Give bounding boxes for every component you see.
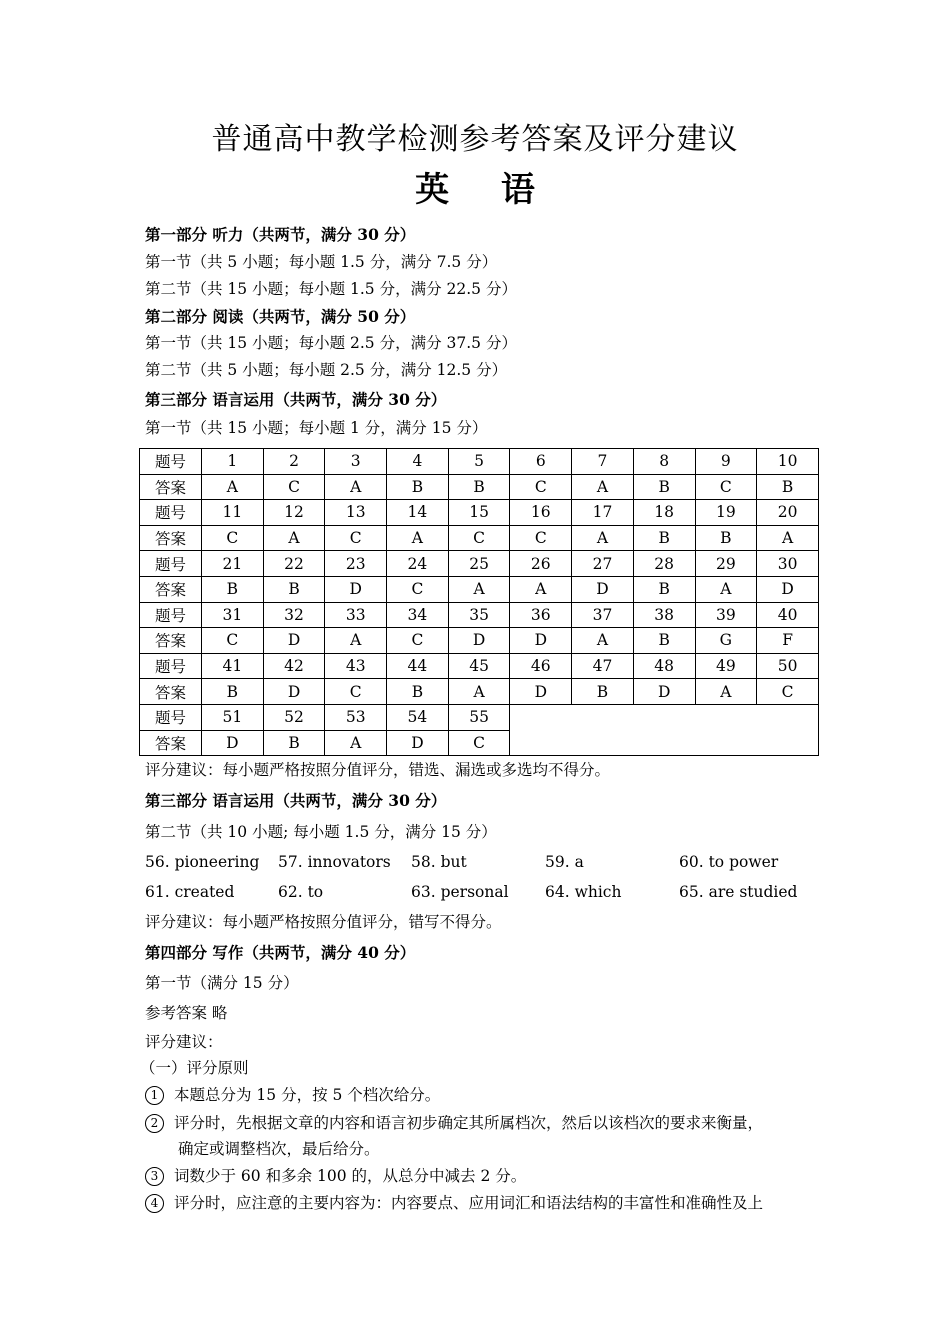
part3-heading: 第三部分 语言运用（共两节，满分 30 分）	[145, 390, 447, 409]
question-number-cell: 54	[387, 704, 449, 730]
scoring-suggestion-label: 评分建议：	[145, 1033, 223, 1051]
answer-cell: D	[633, 679, 695, 705]
question-number-cell: 9	[695, 449, 757, 475]
part2-section1: 第一节（共 15 小题；每小题 2.5 分，满分 37.5 分）	[145, 334, 517, 352]
question-number-label: 题号	[140, 500, 202, 526]
answer-cell: D	[510, 679, 572, 705]
question-number-cell: 33	[325, 602, 387, 628]
question-number-cell: 39	[695, 602, 757, 628]
principle-text: 评分时，先根据文章的内容和语言初步确定其所属档次，然后以该档次的要求来衡量，	[174, 1114, 764, 1132]
answer-label: 答案	[140, 679, 202, 705]
question-number-cell: 44	[387, 653, 449, 679]
part4-heading: 第四部分 写作（共两节，满分 40 分）	[145, 943, 416, 962]
question-number-label: 题号	[140, 551, 202, 577]
question-number-cell: 17	[572, 500, 634, 526]
question-number-cell: 46	[510, 653, 572, 679]
answer-cell: A	[572, 474, 634, 500]
answer-label: 答案	[140, 628, 202, 654]
question-number-cell: 30	[757, 551, 819, 577]
answer-cell: D	[263, 679, 325, 705]
answer-cell: B	[757, 474, 819, 500]
answer-cell: A	[448, 679, 510, 705]
question-number-row	[140, 500, 819, 526]
question-number-cell: 1	[202, 449, 264, 475]
principle-item-1	[145, 1084, 440, 1106]
answer-cell: A	[325, 730, 387, 756]
question-number-cell: 48	[633, 653, 695, 679]
question-number-cell: 23	[325, 551, 387, 577]
answer-row	[140, 525, 819, 551]
part3b-section2: 第二节（共 10 小题; 每小题 1.5 分，满分 15 分）	[145, 823, 497, 841]
fill-answer: 61. created	[145, 883, 235, 901]
answer-cell: B	[448, 474, 510, 500]
question-number-cell: 38	[633, 602, 695, 628]
question-number-cell: 53	[325, 704, 387, 730]
question-number-cell: 26	[510, 551, 572, 577]
answer-cell: B	[572, 679, 634, 705]
answer-cell: B	[202, 679, 264, 705]
answer-cell: A	[387, 525, 449, 551]
fill-answer: 56. pioneering	[145, 853, 260, 871]
question-number-cell: 55	[448, 704, 510, 730]
question-number-cell: 21	[202, 551, 264, 577]
answer-cell: D	[448, 628, 510, 654]
question-number-cell: 2	[263, 449, 325, 475]
principle-item-2-continued: 确定或调整档次，最后给分。	[178, 1140, 380, 1158]
answer-cell: A	[202, 474, 264, 500]
answer-cell: C	[695, 474, 757, 500]
answer-cell: D	[202, 730, 264, 756]
question-number-cell: 4	[387, 449, 449, 475]
answer-cell: B	[633, 474, 695, 500]
answer-cell: C	[387, 576, 449, 602]
answer-cell: G	[695, 628, 757, 654]
answer-cell: A	[572, 525, 634, 551]
question-number-cell: 42	[263, 653, 325, 679]
answer-cell: C	[510, 525, 572, 551]
question-number-cell: 18	[633, 500, 695, 526]
question-number-cell: 36	[510, 602, 572, 628]
answer-cell: A	[325, 628, 387, 654]
question-number-row	[140, 449, 819, 475]
question-number-cell: 40	[757, 602, 819, 628]
reference-answer: 参考答案 略	[145, 1004, 228, 1022]
question-number-cell: 50	[757, 653, 819, 679]
question-number-cell: 28	[633, 551, 695, 577]
answer-table	[139, 448, 819, 756]
fill-answer: 62. to	[278, 883, 324, 901]
part1-section2: 第二节（共 15 小题；每小题 1.5 分，满分 22.5 分）	[145, 280, 517, 298]
answer-cell: A	[448, 576, 510, 602]
question-number-cell: 52	[263, 704, 325, 730]
answer-cell: B	[263, 730, 325, 756]
answer-label: 答案	[140, 730, 202, 756]
question-number-cell: 13	[325, 500, 387, 526]
question-number-label: 题号	[140, 449, 202, 475]
question-number-cell: 20	[757, 500, 819, 526]
document-title: 普通高中教学检测参考答案及评分建议	[211, 122, 739, 157]
fill-answer: 58. but	[411, 853, 467, 871]
scoring-principle: （一）评分原则	[140, 1059, 249, 1077]
question-number-cell: 51	[202, 704, 264, 730]
part1-section1: 第一节（共 5 小题；每小题 1.5 分，满分 7.5 分）	[145, 253, 498, 271]
answer-cell: C	[387, 628, 449, 654]
question-number-label: 题号	[140, 704, 202, 730]
answer-cell: B	[633, 576, 695, 602]
answer-label: 答案	[140, 474, 202, 500]
question-number-cell: 14	[387, 500, 449, 526]
part3b-heading: 第三部分 语言运用（共两节，满分 30 分）	[145, 791, 447, 810]
answer-cell: B	[263, 576, 325, 602]
question-number-label: 题号	[140, 602, 202, 628]
answer-cell: D	[510, 628, 572, 654]
principle-item-4	[145, 1192, 763, 1214]
answer-cell: C	[202, 628, 264, 654]
answer-cell: B	[387, 474, 449, 500]
answer-cell: C	[510, 474, 572, 500]
part3-section1: 第一节（共 15 小题；每小题 1 分，满分 15 分）	[145, 419, 488, 437]
empty-cell	[510, 704, 819, 755]
question-number-cell: 3	[325, 449, 387, 475]
answer-cell: B	[202, 576, 264, 602]
fill-answers-row-2	[145, 881, 845, 903]
fill-answer: 64. which	[545, 883, 622, 901]
question-number-cell: 31	[202, 602, 264, 628]
principle-text: 评分时，应注意的主要内容为：内容要点、应用词汇和语法结构的丰富性和准确性及上	[174, 1194, 764, 1212]
question-number-cell: 24	[387, 551, 449, 577]
principle-item-3	[145, 1165, 526, 1187]
principle-text: 本题总分为 15 分，按 5 个档次给分。	[174, 1086, 441, 1104]
fill-answer: 59. a	[545, 853, 584, 871]
circled-number: 4	[145, 1194, 164, 1213]
question-number-cell: 6	[510, 449, 572, 475]
part4-section1: 第一节（满分 15 分）	[145, 974, 299, 992]
answer-cell: A	[695, 576, 757, 602]
answer-label: 答案	[140, 576, 202, 602]
question-number-cell: 15	[448, 500, 510, 526]
question-number-cell: 19	[695, 500, 757, 526]
question-number-cell: 10	[757, 449, 819, 475]
answer-cell: B	[633, 525, 695, 551]
answer-row	[140, 474, 819, 500]
answer-cell: F	[757, 628, 819, 654]
part1-heading: 第一部分 听力（共两节，满分 30 分）	[145, 225, 416, 244]
scoring-note-2: 评分建议：每小题严格按照分值评分，错写不得分。	[145, 913, 502, 931]
answer-label: 答案	[140, 525, 202, 551]
question-number-cell: 41	[202, 653, 264, 679]
answer-cell: C	[202, 525, 264, 551]
scoring-note-1: 评分建议：每小题严格按照分值评分，错选、漏选或多选均不得分。	[145, 761, 611, 779]
answer-cell: A	[263, 525, 325, 551]
answer-cell: C	[448, 730, 510, 756]
circled-number: 2	[145, 1114, 164, 1133]
question-number-cell: 5	[448, 449, 510, 475]
question-number-cell: 29	[695, 551, 757, 577]
fill-answer: 65. are studied	[679, 883, 798, 901]
question-number-cell: 12	[263, 500, 325, 526]
principle-item-2	[145, 1112, 763, 1134]
question-number-cell: 43	[325, 653, 387, 679]
question-number-cell: 32	[263, 602, 325, 628]
answer-cell: A	[510, 576, 572, 602]
question-number-cell: 35	[448, 602, 510, 628]
answer-cell: B	[695, 525, 757, 551]
fill-answer: 60. to power	[679, 853, 779, 871]
answer-cell: C	[325, 679, 387, 705]
answer-row	[140, 576, 819, 602]
question-number-label: 题号	[140, 653, 202, 679]
question-number-cell: 22	[263, 551, 325, 577]
answer-cell: C	[325, 525, 387, 551]
answer-cell: D	[757, 576, 819, 602]
answer-cell: A	[757, 525, 819, 551]
answer-cell: D	[387, 730, 449, 756]
question-number-cell: 45	[448, 653, 510, 679]
circled-number: 3	[145, 1167, 164, 1186]
answer-cell: B	[633, 628, 695, 654]
question-number-cell: 16	[510, 500, 572, 526]
question-number-cell: 49	[695, 653, 757, 679]
answer-cell: D	[263, 628, 325, 654]
answer-row	[140, 628, 819, 654]
answer-cell: A	[695, 679, 757, 705]
answer-row	[140, 679, 819, 705]
answer-cell: D	[325, 576, 387, 602]
answer-cell: A	[325, 474, 387, 500]
fill-answer: 63. personal	[411, 883, 509, 901]
fill-answer: 57. innovators	[278, 853, 391, 871]
answer-cell: C	[263, 474, 325, 500]
question-number-row	[140, 551, 819, 577]
subject-title: 英 语	[415, 170, 535, 210]
question-number-cell: 8	[633, 449, 695, 475]
answer-cell: A	[572, 628, 634, 654]
question-number-cell: 11	[202, 500, 264, 526]
part2-heading: 第二部分 阅读（共两节，满分 50 分）	[145, 307, 416, 326]
question-number-row	[140, 653, 819, 679]
question-number-cell: 47	[572, 653, 634, 679]
answer-cell: B	[387, 679, 449, 705]
fill-answers-row-1	[145, 851, 845, 873]
question-number-cell: 25	[448, 551, 510, 577]
part2-section2: 第二节（共 5 小题；每小题 2.5 分，满分 12.5 分）	[145, 361, 508, 379]
question-number-row	[140, 704, 819, 730]
principle-text: 词数少于 60 和多余 100 的，从总分中减去 2 分。	[174, 1167, 527, 1185]
question-number-cell: 34	[387, 602, 449, 628]
answer-cell: C	[448, 525, 510, 551]
circled-number: 1	[145, 1086, 164, 1105]
answer-cell: C	[757, 679, 819, 705]
question-number-cell: 37	[572, 602, 634, 628]
question-number-cell: 27	[572, 551, 634, 577]
question-number-row	[140, 602, 819, 628]
answer-cell: D	[572, 576, 634, 602]
question-number-cell: 7	[572, 449, 634, 475]
